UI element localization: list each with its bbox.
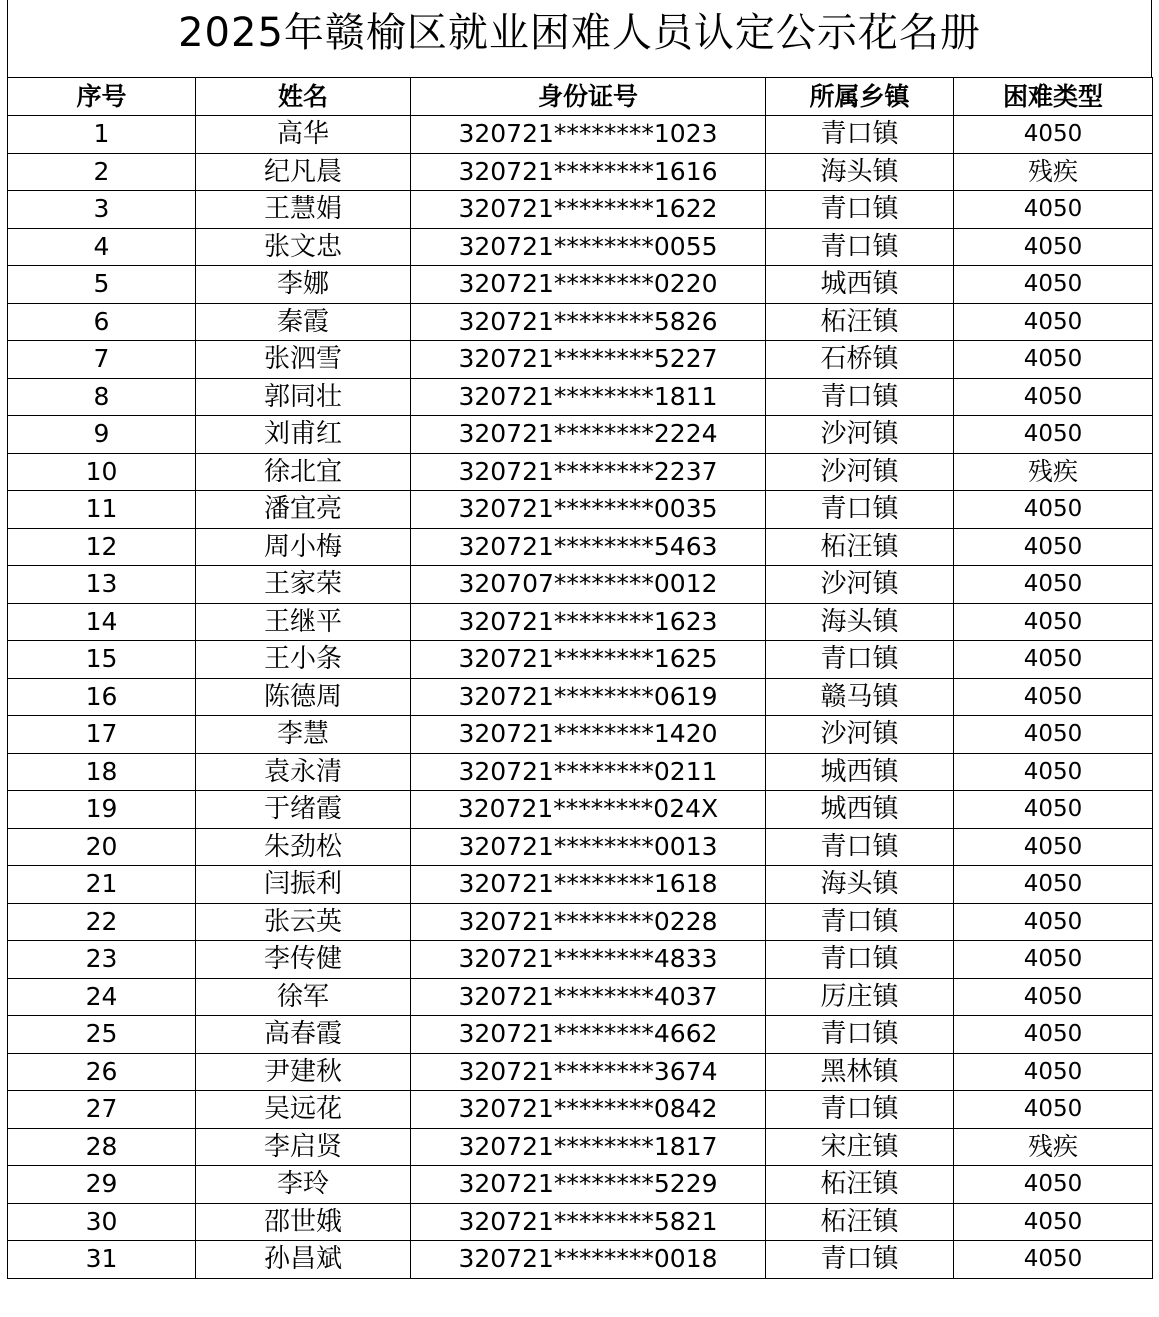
id-number-cell: 320721********5229 <box>411 1166 766 1204</box>
serial-cell: 17 <box>8 716 196 754</box>
town-cell: 青口镇 <box>766 828 954 866</box>
table-row <box>8 603 1153 641</box>
serial-cell: 2 <box>8 153 196 191</box>
town-cell: 城西镇 <box>766 791 954 829</box>
id-number-cell: 320721********4037 <box>411 978 766 1016</box>
page-title: 2025年赣榆区就业困难人员认定公示花名册 <box>178 10 981 56</box>
town-cell: 青口镇 <box>766 1241 954 1279</box>
id-number-cell: 320721********1817 <box>411 1128 766 1166</box>
name-cell: 徐北宜 <box>196 453 411 491</box>
town-cell: 石桥镇 <box>766 341 954 379</box>
id-number-cell: 320721********1622 <box>411 191 766 229</box>
name-cell: 尹建秋 <box>196 1053 411 1091</box>
difficulty-type-cell: 4050 <box>954 641 1153 679</box>
serial-cell: 8 <box>8 378 196 416</box>
difficulty-type-cell: 4050 <box>954 528 1153 566</box>
difficulty-type-cell: 4050 <box>954 941 1153 979</box>
table-row <box>8 378 1153 416</box>
town-cell: 柘汪镇 <box>766 303 954 341</box>
header-id-number: 身份证号 <box>411 78 766 116</box>
serial-cell: 21 <box>8 866 196 904</box>
name-cell: 邵世娥 <box>196 1203 411 1241</box>
serial-cell: 9 <box>8 416 196 454</box>
name-cell: 王慧娟 <box>196 191 411 229</box>
difficulty-type-cell: 4050 <box>954 978 1153 1016</box>
town-cell: 柘汪镇 <box>766 528 954 566</box>
name-cell: 李传健 <box>196 941 411 979</box>
serial-cell: 14 <box>8 603 196 641</box>
table-row <box>8 941 1153 979</box>
difficulty-type-cell: 4050 <box>954 191 1153 229</box>
table-row <box>8 228 1153 266</box>
difficulty-type-cell: 4050 <box>954 828 1153 866</box>
header-town: 所属乡镇 <box>766 78 954 116</box>
difficulty-type-cell: 4050 <box>954 228 1153 266</box>
town-cell: 柘汪镇 <box>766 1203 954 1241</box>
difficulty-type-cell: 4050 <box>954 341 1153 379</box>
town-cell: 海头镇 <box>766 603 954 641</box>
town-cell: 沙河镇 <box>766 416 954 454</box>
difficulty-type-cell: 4050 <box>954 303 1153 341</box>
table-row <box>8 1128 1153 1166</box>
table-row <box>8 266 1153 304</box>
name-cell: 李启贤 <box>196 1128 411 1166</box>
name-cell: 张云英 <box>196 903 411 941</box>
id-number-cell: 320721********4833 <box>411 941 766 979</box>
serial-cell: 29 <box>8 1166 196 1204</box>
difficulty-type-cell: 残疾 <box>954 1128 1153 1166</box>
table-row <box>8 1166 1153 1204</box>
serial-cell: 7 <box>8 341 196 379</box>
difficulty-type-cell: 4050 <box>954 1241 1153 1279</box>
difficulty-type-cell: 4050 <box>954 266 1153 304</box>
table-row <box>8 566 1153 604</box>
id-number-cell: 320721********3674 <box>411 1053 766 1091</box>
name-cell: 李娜 <box>196 266 411 304</box>
serial-cell: 18 <box>8 753 196 791</box>
id-number-cell: 320721********1023 <box>411 116 766 154</box>
header-row <box>8 78 1153 116</box>
town-cell: 沙河镇 <box>766 716 954 754</box>
difficulty-type-cell: 残疾 <box>954 153 1153 191</box>
id-number-cell: 320721********5463 <box>411 528 766 566</box>
town-cell: 厉庄镇 <box>766 978 954 1016</box>
difficulty-type-cell: 4050 <box>954 378 1153 416</box>
name-cell: 高春霞 <box>196 1016 411 1054</box>
serial-cell: 25 <box>8 1016 196 1054</box>
name-cell: 袁永清 <box>196 753 411 791</box>
town-cell: 柘汪镇 <box>766 1166 954 1204</box>
table-row <box>8 753 1153 791</box>
table-row <box>8 1053 1153 1091</box>
name-cell: 李慧 <box>196 716 411 754</box>
serial-cell: 13 <box>8 566 196 604</box>
table-row <box>8 1241 1153 1279</box>
table-row <box>8 191 1153 229</box>
id-number-cell: 320721********5826 <box>411 303 766 341</box>
serial-cell: 30 <box>8 1203 196 1241</box>
roster-body <box>8 116 1153 1279</box>
table-row <box>8 716 1153 754</box>
town-cell: 沙河镇 <box>766 566 954 604</box>
table-row <box>8 641 1153 679</box>
name-cell: 徐军 <box>196 978 411 1016</box>
town-cell: 赣马镇 <box>766 678 954 716</box>
id-number-cell: 320721********0055 <box>411 228 766 266</box>
name-cell: 陈德周 <box>196 678 411 716</box>
id-number-cell: 320721********024X <box>411 791 766 829</box>
serial-cell: 15 <box>8 641 196 679</box>
name-cell: 刘甫红 <box>196 416 411 454</box>
town-cell: 青口镇 <box>766 116 954 154</box>
id-number-cell: 320721********5821 <box>411 1203 766 1241</box>
table-row <box>8 1091 1153 1129</box>
name-cell: 周小梅 <box>196 528 411 566</box>
difficulty-type-cell: 4050 <box>954 753 1153 791</box>
id-number-cell: 320721********1811 <box>411 378 766 416</box>
name-cell: 闫振利 <box>196 866 411 904</box>
id-number-cell: 320721********5227 <box>411 341 766 379</box>
serial-cell: 28 <box>8 1128 196 1166</box>
id-number-cell: 320721********0220 <box>411 266 766 304</box>
id-number-cell: 320721********1625 <box>411 641 766 679</box>
serial-cell: 19 <box>8 791 196 829</box>
difficulty-type-cell: 4050 <box>954 416 1153 454</box>
name-cell: 潘宜亮 <box>196 491 411 529</box>
id-number-cell: 320721********1616 <box>411 153 766 191</box>
town-cell: 黑林镇 <box>766 1053 954 1091</box>
roster-table <box>7 77 1153 1279</box>
name-cell: 王小条 <box>196 641 411 679</box>
name-cell: 李玲 <box>196 1166 411 1204</box>
table-row <box>8 341 1153 379</box>
table-row <box>8 791 1153 829</box>
serial-cell: 4 <box>8 228 196 266</box>
serial-cell: 23 <box>8 941 196 979</box>
table-row <box>8 866 1153 904</box>
id-number-cell: 320721********1420 <box>411 716 766 754</box>
serial-cell: 3 <box>8 191 196 229</box>
town-cell: 宋庄镇 <box>766 1128 954 1166</box>
table-row <box>8 1203 1153 1241</box>
header-serial: 序号 <box>8 78 196 116</box>
name-cell: 王继平 <box>196 603 411 641</box>
town-cell: 沙河镇 <box>766 453 954 491</box>
id-number-cell: 320721********0842 <box>411 1091 766 1129</box>
id-number-cell: 320721********1623 <box>411 603 766 641</box>
town-cell: 城西镇 <box>766 266 954 304</box>
difficulty-type-cell: 残疾 <box>954 453 1153 491</box>
town-cell: 青口镇 <box>766 903 954 941</box>
id-number-cell: 320721********0035 <box>411 491 766 529</box>
id-number-cell: 320721********0013 <box>411 828 766 866</box>
difficulty-type-cell: 4050 <box>954 678 1153 716</box>
difficulty-type-cell: 4050 <box>954 866 1153 904</box>
name-cell: 郭同壮 <box>196 378 411 416</box>
town-cell: 城西镇 <box>766 753 954 791</box>
difficulty-type-cell: 4050 <box>954 903 1153 941</box>
table-row <box>8 978 1153 1016</box>
name-cell: 吴远花 <box>196 1091 411 1129</box>
id-number-cell: 320721********0619 <box>411 678 766 716</box>
difficulty-type-cell: 4050 <box>954 1166 1153 1204</box>
id-number-cell: 320721********4662 <box>411 1016 766 1054</box>
serial-cell: 20 <box>8 828 196 866</box>
town-cell: 海头镇 <box>766 866 954 904</box>
town-cell: 青口镇 <box>766 1091 954 1129</box>
serial-cell: 5 <box>8 266 196 304</box>
difficulty-type-cell: 4050 <box>954 566 1153 604</box>
difficulty-type-cell: 4050 <box>954 491 1153 529</box>
difficulty-type-cell: 4050 <box>954 1203 1153 1241</box>
name-cell: 王家荣 <box>196 566 411 604</box>
difficulty-type-cell: 4050 <box>954 603 1153 641</box>
serial-cell: 1 <box>8 116 196 154</box>
table-row <box>8 453 1153 491</box>
table-row <box>8 828 1153 866</box>
town-cell: 青口镇 <box>766 228 954 266</box>
name-cell: 张文忠 <box>196 228 411 266</box>
name-cell: 秦霞 <box>196 303 411 341</box>
name-cell: 于绪霞 <box>196 791 411 829</box>
difficulty-type-cell: 4050 <box>954 116 1153 154</box>
id-number-cell: 320721********1618 <box>411 866 766 904</box>
town-cell: 青口镇 <box>766 378 954 416</box>
table-row <box>8 416 1153 454</box>
serial-cell: 6 <box>8 303 196 341</box>
id-number-cell: 320721********0211 <box>411 753 766 791</box>
table-row <box>8 491 1153 529</box>
table-row <box>8 528 1153 566</box>
table-row <box>8 153 1153 191</box>
id-number-cell: 320721********0228 <box>411 903 766 941</box>
name-cell: 张泗雪 <box>196 341 411 379</box>
table-row <box>8 116 1153 154</box>
difficulty-type-cell: 4050 <box>954 1016 1153 1054</box>
serial-cell: 27 <box>8 1091 196 1129</box>
difficulty-type-cell: 4050 <box>954 791 1153 829</box>
serial-cell: 26 <box>8 1053 196 1091</box>
difficulty-type-cell: 4050 <box>954 1091 1153 1129</box>
id-number-cell: 320721********0018 <box>411 1241 766 1279</box>
town-cell: 青口镇 <box>766 191 954 229</box>
header-name: 姓名 <box>196 78 411 116</box>
town-cell: 海头镇 <box>766 153 954 191</box>
serial-cell: 12 <box>8 528 196 566</box>
difficulty-type-cell: 4050 <box>954 716 1153 754</box>
name-cell: 纪凡晨 <box>196 153 411 191</box>
id-number-cell: 320707********0012 <box>411 566 766 604</box>
header-difficulty-type: 困难类型 <box>954 78 1153 116</box>
table-row <box>8 1016 1153 1054</box>
town-cell: 青口镇 <box>766 641 954 679</box>
serial-cell: 31 <box>8 1241 196 1279</box>
name-cell: 孙昌斌 <box>196 1241 411 1279</box>
serial-cell: 10 <box>8 453 196 491</box>
name-cell: 高华 <box>196 116 411 154</box>
serial-cell: 24 <box>8 978 196 1016</box>
name-cell: 朱劲松 <box>196 828 411 866</box>
id-number-cell: 320721********2237 <box>411 453 766 491</box>
difficulty-type-cell: 4050 <box>954 1053 1153 1091</box>
table-row <box>8 678 1153 716</box>
town-cell: 青口镇 <box>766 941 954 979</box>
town-cell: 青口镇 <box>766 1016 954 1054</box>
id-number-cell: 320721********2224 <box>411 416 766 454</box>
table-row <box>8 903 1153 941</box>
town-cell: 青口镇 <box>766 491 954 529</box>
serial-cell: 22 <box>8 903 196 941</box>
serial-cell: 11 <box>8 491 196 529</box>
table-row <box>8 303 1153 341</box>
serial-cell: 16 <box>8 678 196 716</box>
